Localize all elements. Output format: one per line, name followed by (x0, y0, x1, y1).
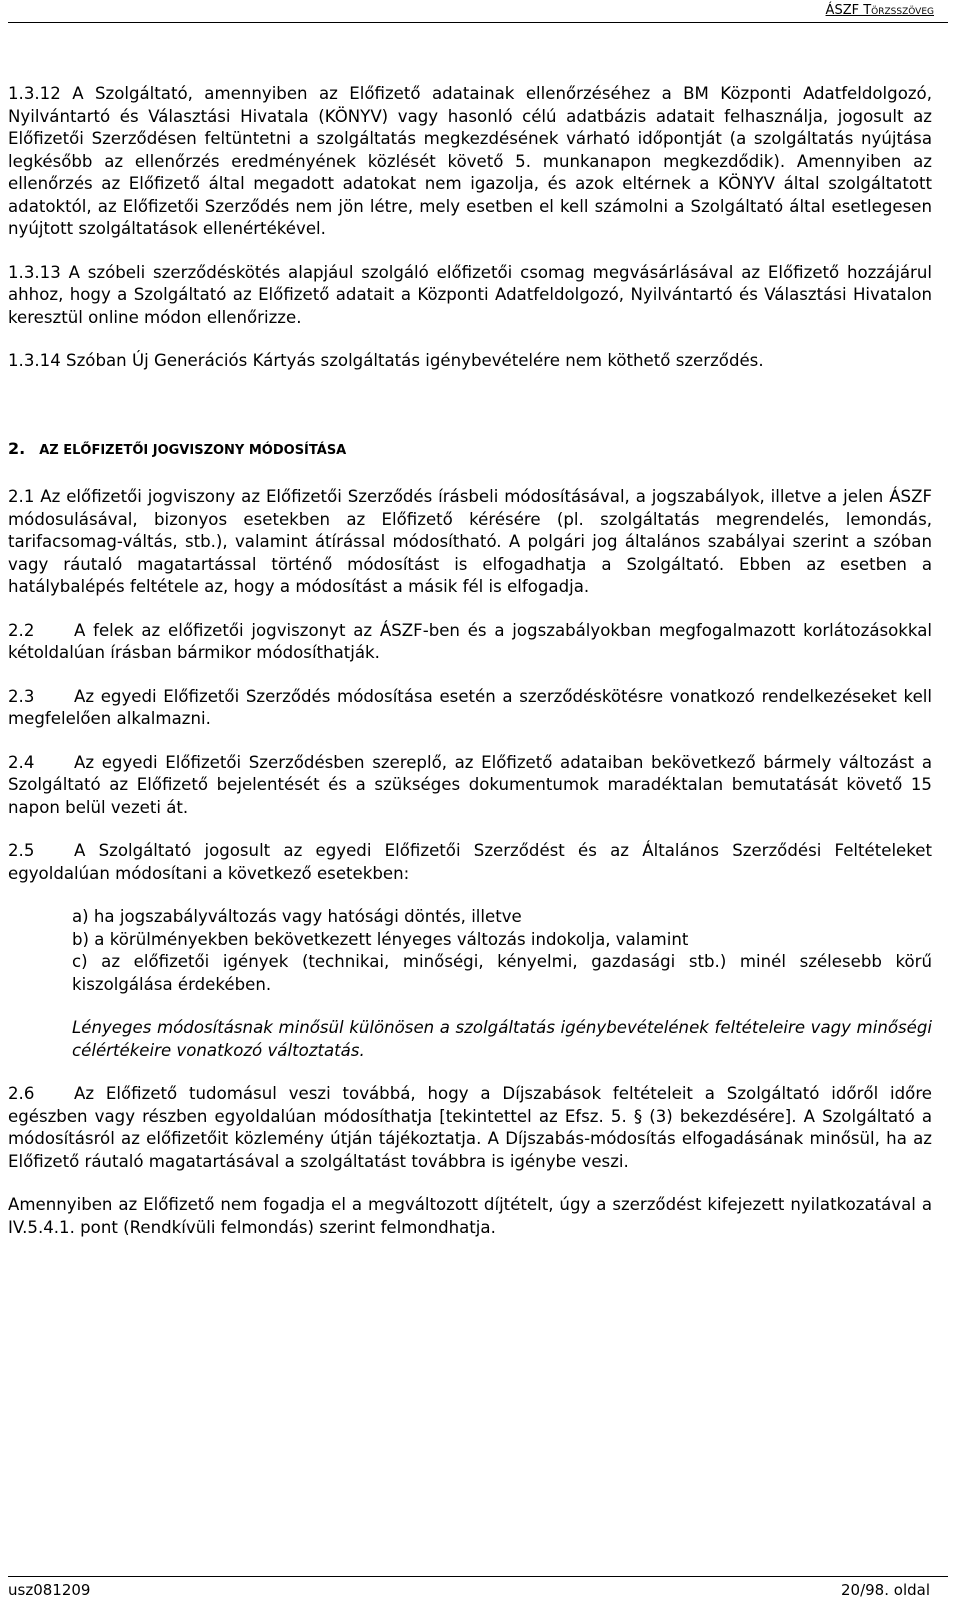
paragraph-1-3-12: 1.3.12 A Szolgáltató, amennyiben az Előfizető adatainak ellenőrzéséhez a BM Központi Adatfeldolgozó, Nyilvántartó és Választási Hivatala (KÖNYV) vagy hasonló célú adatbázis adatait felhasználja, jogosult az Előfizetői Szerződésen feltüntetni a szolgáltatás megkezdésének várható időpontját (a szolgáltatás nyújtása legkésőbb az ellenőrzés eredményének közlését követő 5. munkanapon megkezdődik). Amennyiben az ellenőrzés az Előfizető által megadott adatokat nem igazolja, és azok eltérnek a KÖNYV által szolgáltatott adatoktól, az Előfizetői Szerződés nem jön létre, mely esetben el kell számolni a Szolgáltató által esetlegesen nyújtott szolgáltatások ellenértékével. (8, 84, 932, 238)
item-2-1: 2.1 Az előfizetői jogviszony az Előfizetői Szerződés írásbeli módosításával, a jogszabályok, illetve a jelen ÁSZF módosulásával, bizonyos esetekben az Előfizető kérésére (pl. szolgáltatás megrendelés, lemondás, tarifacsomag-váltás, stb.), valamint átírással módosítható. A polgári jog általános szabályai szerint a szóban vagy ráutaló magatartással történő módosítást is elfogadhatja a Szolgáltató. Ebben az esetben a hatálybalépés feltétele az, hogy a módosítást a másik fél is elfogadja. (8, 487, 932, 596)
paragraph-1-3-14: 1.3.14 Szóban Új Generációs Kártyás szolgáltatás igénybevételére nem köthető szerződés. (8, 351, 764, 370)
list-item: a) ha jogszabályváltozás vagy hatósági döntés, illetve (72, 907, 522, 926)
list-item: c) az előfizetői igények (technikai, minőségi, kényelmi, gazdasági stb.) minél szélesebb körű kiszolgálása érdekében. (72, 952, 932, 994)
spacer (8, 394, 932, 438)
item-number: 2.3 (8, 686, 35, 706)
item-number: 2.2 (8, 620, 35, 640)
note-italic: Lényeges módosításnak minősül különösen a szolgáltatás igénybevételének feltételeire vagy minőségi célértékeire vonatkozó változtatás. (72, 1018, 932, 1060)
item-number: 2.5 (8, 841, 35, 860)
item-2-3 (8, 686, 932, 731)
section-number: 2. (8, 438, 26, 458)
item-2-4 (8, 752, 932, 820)
item-2-2 (8, 620, 932, 665)
item-text: Az egyedi Előfizetői Szerződésben szereplő, az Előfizető adataiban bekövetkező bármely változást a Szolgáltató az Előfizető bejelentését és a szükséges dokumentumok maradéktalan bemutatását követő 15 napon belül vezeti át. (8, 752, 932, 817)
item-text: A felek az előfizetői jogviszonyt az ÁSZF-ben és a jogszabályokban megfogalmazott korlátozásokkal kétoldalúan írásban bármikor módosíthatják. (8, 620, 932, 662)
item-2-5 (8, 840, 932, 885)
section-title: AZ ELŐFIZETŐI JOGVISZONY MÓDOSÍTÁSA (39, 442, 347, 458)
list-item: b) a körülményekben bekövetkezett lényeges változás indokolja, valamint (72, 929, 689, 949)
item-text: Az Előfizető tudomásul veszi továbbá, hogy a Díjszabások feltételeit a Szolgáltató időről időre egészben vagy részben egyoldalúan módosíthatja [tekintettel az Efsz. 5. § (3) bekezdésére]. A Szolgáltató a módosításról az előfizetőit közlemény útján tájékoztatja. A Díjszabás-módosítás elfogadásának minősül, ha az Előfizető ráutaló magatartásával a szolgáltatást továbbra is igénybe veszi. (8, 1084, 932, 1171)
modification-cases-list (72, 906, 932, 996)
closing-paragraph: Amennyiben az Előfizető nem fogadja el a megváltozott díjtételt, úgy a szerződést kifejezett nyilatkozatával a IV.5.4.1. pont (Rendkívüli felmondás) szerint felmondhatja. (8, 1195, 932, 1237)
page-header (8, 0, 948, 23)
page-footer (8, 1576, 948, 1599)
paragraph-1-3-13: 1.3.13 A szóbeli szerződéskötés alapjául szolgáló előfizetői csomag megvásárlásával az Előfizető hozzájárul ahhoz, hogy a Szolgáltató az Előfizető adatait a Központi Adatfeldolgozó, Nyilvántartó és Választási Hivatalon keresztül online módon ellenőrizze. (8, 262, 932, 327)
footer-doc-id: usz081209 (8, 1581, 91, 1599)
item-2-6 (8, 1083, 932, 1173)
item-number: 2.4 (8, 752, 35, 772)
item-text: Az egyedi Előfizetői Szerződés módosítása esetén a szerződéskötésre vonatkozó rendelkezéseket kell megfelelően alkalmazni. (8, 686, 932, 728)
header-title: ÁSZF Törzsszöveg (825, 3, 934, 18)
section-heading (8, 438, 932, 463)
document-body (8, 83, 932, 1260)
item-text: A Szolgáltató jogosult az egyedi Előfizetői Szerződést és az Általános Szerződési Feltételeket egyoldalúan módosítani a következő esetekben: (8, 841, 932, 883)
footer-page-number: 20/98. oldal (841, 1581, 930, 1599)
item-number: 2.6 (8, 1084, 35, 1103)
